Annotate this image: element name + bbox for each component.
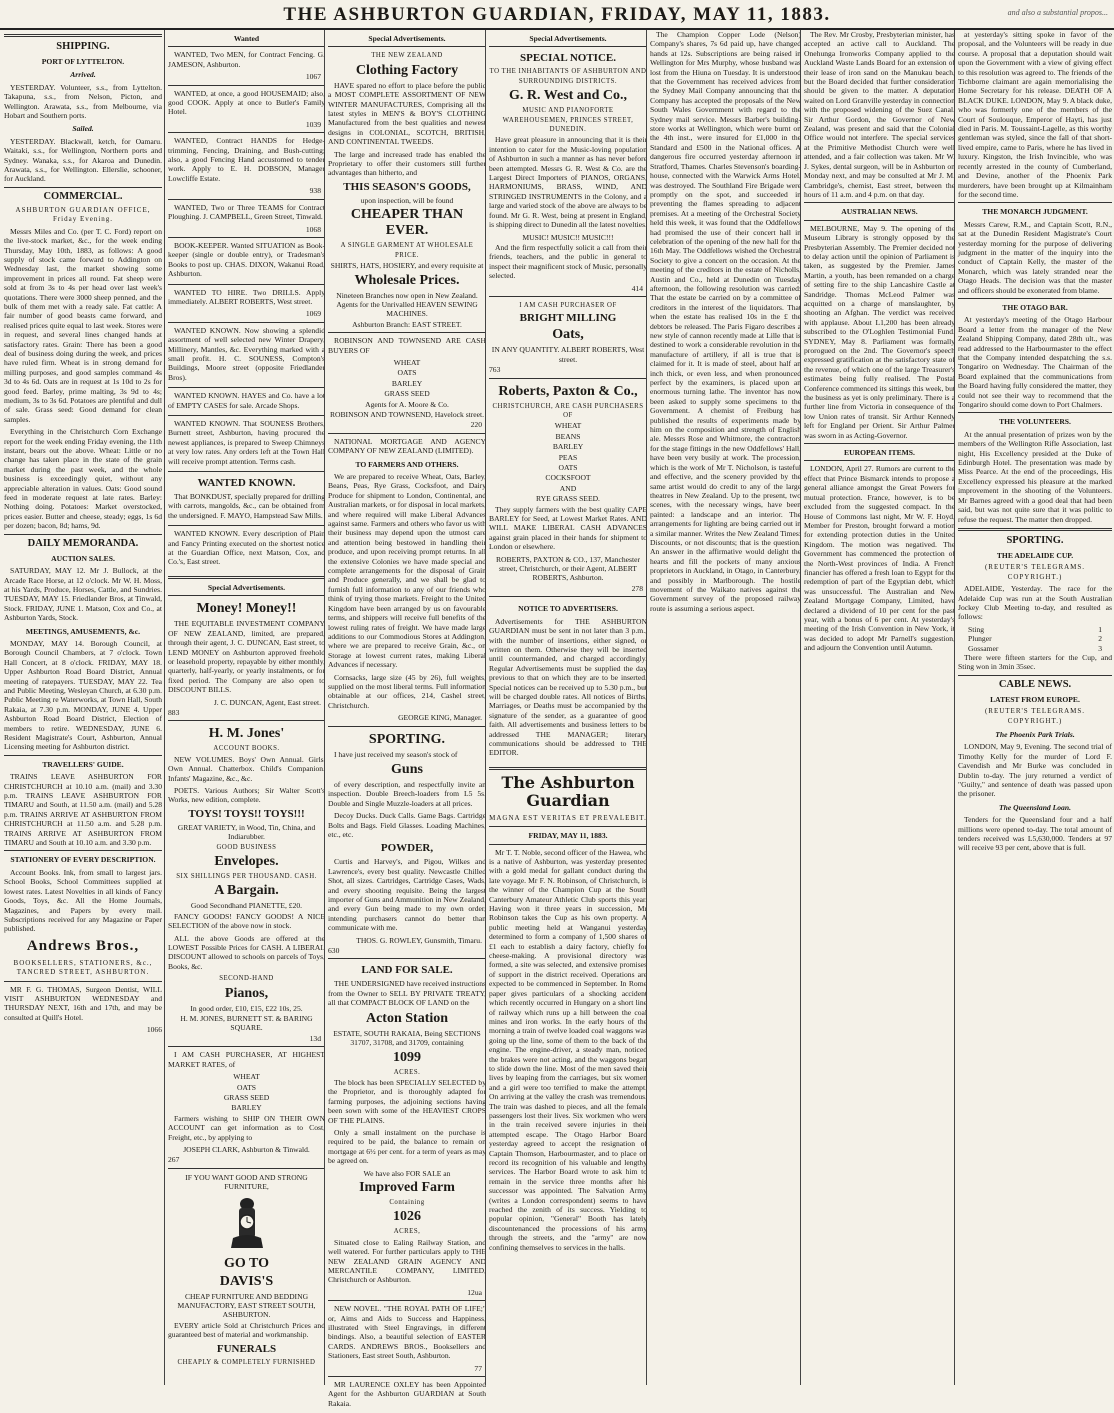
roberts-subheading: CHRISTCHURCH, ARE CASH PURCHASERS OF (492, 402, 644, 419)
novel-number: 77 (474, 1363, 482, 1373)
improved-text: We have also FOR SALE an (363, 1168, 451, 1178)
robinson-agents: Agents for A. Moore & Co. (365, 399, 449, 409)
column-1 (4, 30, 162, 1385)
monarch-text: Messrs Carew, R.M., and Captain Scott, R.N., sat at the Dunedin Resident Magistrate's Court yesterday morning for the purpose of delivering judgment in the matter of the inquiry into the conduct of Captain Kelly, the master of the Monarch, which was lately stranded near the Otago Heads. The decision was that the master and officers should be exonerated from blame. (958, 219, 1112, 295)
wanted-ad-3: WANTED, Contract HANDS for Hedge-trimming, Fencing, Draining, and Bush-cutting; also, a good Fencing Hand accustomed to tender work. Apply to E. H. DOBSON, Manager Lowcliffe Estate. (168, 136, 325, 183)
pianos-heading: Pianos, (224, 985, 269, 1001)
furniture-text: IF YOU WANT GOOD AND STRONG FURNITURE, (185, 1172, 308, 1192)
money-heading: Money! Money!! (196, 601, 297, 617)
oats-heading-3: Oats, (552, 327, 584, 343)
roberts-number: 278 (631, 583, 643, 593)
oats-number: 763 (489, 365, 501, 375)
cash-item-barley: BARLEY (231, 1103, 262, 1113)
rowley-signature: THOS. G. ROWLEY, Gunsmith, Timaru. (356, 935, 482, 945)
special-heading-3: Special Advertisements. (368, 34, 446, 43)
clock-illustration-icon (225, 1196, 269, 1252)
adelaide-text: ADELAIDE, Yesterday. The race for the Adelaide Cup was run at the South Australian Jockey Club Meeting to-day, and resulted as follows: (958, 584, 1112, 622)
land-text: THE UNDERSIGNED have received instructions from the Owner to SELL BY PRIVATE TREATY, all that COMPACT BLOCK OF LAND on the (328, 979, 486, 1008)
nz-text-2: The large and increased trade has enabled the Proprietary to offer their customers still further advantages than hitherto, and (328, 149, 486, 178)
otago-heading: THE OTAGO BAR. (1002, 302, 1068, 312)
powder-text: Curtis and Harvey's, and Pigou, Wilkes and Lawrence's, every best quality. Newcastle Chilled Shot, all sizes. Cartridges, Cartridge Cases, Wads, and every shooting requisite. Being the largest importer of Guns and Ammunition in New Zealand, and every Gun being made to my own order, intending purchasers cannot do better than communicate with me. (328, 857, 486, 933)
result-place: 1 (1098, 624, 1102, 634)
pianos-pre: SECOND-HAND (219, 975, 274, 983)
wanted-ad-8: WANTED KNOWN. HAYES and Co. have a lot of EMPTY CASES for sale. Arcade Shops. (168, 391, 325, 410)
result-place: 2 (1098, 634, 1102, 644)
branch-heading: Ashburton Branch: EAST STREET. (352, 319, 462, 329)
sailed-text: YESTERDAY. Blackwall, ketch, for Oamaru. Waitaki, s.s., for Wellington, Northern ports and Sydney. Wanaka, s.s., for Akaroa and Dunedin. Arawata, s.s., for Wellington. Ellerslie, schooner, for Auckland. (4, 136, 162, 184)
date-heading: FRIDAY, MAY 11, 1883. (528, 831, 608, 841)
andrews-heading: Andrews Bros., (26, 937, 140, 954)
guardian-heading: The Ashburton Guardian (501, 772, 635, 810)
acres2-subheading: ACRES, (393, 1228, 421, 1236)
roberts-item-and: AND (559, 483, 577, 493)
west-text-2: And the firm respectfully solicit a call from their friends, teachers, and the public in general to inspect their magnificent stock of Music, personally selected. (489, 242, 647, 281)
wanted-ad-6: WANTED TO HIRE. Two DRILLS. Apply immediately. ALBERT ROBERTS, West street. (168, 287, 325, 306)
commercial-text: Messrs Miles and Co. (per T. C. Ford) report on the live-stock market, &c., for the week ending Thursday, May 10th, 1883, as follows: A good supply of stock came forward to Addington on Wednesday last, the market showing some improvement in prices all round. Fat sheep were sold at from 3s to 4s per head over last week's quotations. There were 3000 sheep penned, and the bulk of them met with a ready sale. Fat cattle: A fair number of good beasts came forward, and realised prices quite equal to last week. Stores were in request, and several lines changed hands at satisfactory rates. Grain: There has been a good deal of business doing during the week, and prices have ruled firm. Wheat is in strong demand for milling purposes, and good samples command 4s 3d to 4s 6d. Oats are in request at 1s 10d to 2s for good feed. Barley, prime malting, 3s 9d to 4s; medium, 3s to 3s 6d. Potatoes are plentiful and dull of sale. Grass seed: Good demand for clean samples. (4, 226, 162, 424)
guns-list: Decoy Ducks. Duck Calls. Game Bags. Cartridge Bolts and Bags. Field Glasses. Loading Machines, etc., etc. (328, 811, 486, 839)
stationery-text: Account Books. Ink, from small to largest jars. School Books, School Committees supplied at lowest rates. Latest Novelties in all kinds of Fancy Goods, Toys, &c. All the Home Journals, Magazines, and Papers by every mail. Subscriptions received for any Magazine or Paper published. (4, 867, 162, 934)
monarch-heading: THE MONARCH JUDGMENT. (982, 207, 1088, 217)
improved-text-2: Situated close to Ealing Railway Station, and well watered. For further particulars apply to THE NEW ZEALAND GRAIN AGENCY AND MERCANTILE COMPANY, LIMITED, Christchurch or Ashburton. (328, 1237, 486, 1285)
guardian-motto: MAGNA EST VERITAS ET PREVALEBIT. (489, 813, 647, 822)
farmers-heading: TO FARMERS AND OTHERS. (355, 459, 459, 469)
european-text: LONDON, April 27. Rumors are current to the effect that Prince Bismarck intends to propose a general alliance amongst the Great Powers for mutual protection. France, however, is to be excluded from the suggested compact. In the House of Commons last night, Mr W. F. Hoyd, Member for Preston, brought forward a motion for extending protection duties in the United Kingdom. The motion was negatived. The Government has commenced the protection of the North-West provinces of India. A French financier has offered a fresh loan to Egypt for the redemption of part of the Egyptian debt, which was unsuccessful. The Australian and New Zealand Mortgage Company, Limited, have declared a dividend of 10 per cent for the past year, with a bonus of 6 per cent. At yesterday's meeting of the Irish Convention in New York, it was decided to adopt Mr Parnell's suggestion, and adjourn the Convention until Autumn. (804, 464, 955, 653)
roberts-item-peas: PEAS (558, 452, 578, 462)
acton-heading: Acton Station (365, 1010, 449, 1026)
andrews-subheading: BOOKSELLERS, STATIONERS, &c., TANCRED STREET, ASHBURTON. (13, 958, 153, 977)
adelaide-text-2: There were fifteen starters for the Cup, and Sting won in 3min 35sec. (958, 652, 1112, 672)
cash-item-grass-seed: GRASS SEED (223, 1092, 270, 1102)
roberts-item-wheat: WHEAT (554, 421, 582, 431)
bargain-heading: A Bargain. (214, 883, 279, 899)
result-horse: Gossamer (968, 643, 999, 653)
money-number: 883 (168, 707, 180, 717)
european-heading: EUROPEAN ITEMS. (844, 448, 915, 458)
col5-body: The Champion Copper Lode (Nelson) Company's shares, 7s 6d paid up, have changed hands at 12s. Subscriptions are being raised in Wellington for Mrs Murphy, whose husband was lost from the Hiuna on Tuesday. It is understood that the Government has received advices from the Sydney Mail Company announcing that the Company has accepted the proposals of the New South Wales Government with regard to the Sydney mail service. Messrs Barber's building-store works at Wellington, which were burnt on the 4th inst., were insured for £1,000 in the Standard and £500 in the National offices. A dangerous fire occurred yesterday afternoon in Stratford, Thames. Charles Stevenson's boarding-house, connected with the Warwick Arms Hotel, was destroyed. The Southland Fire Brigade were promptly on the spot, and succeeded in preventing the flames spreading to adjacent premises. At a meeting of the Orchestral Society held this week, it was found that the Oddfellows had promised the use of their concert hall in celebration of the opening of the new hall for the 16th May. The Oddfellows wished the Orchestral Society to give a concert on the occasion. At the meeting of the creditors in the estate of Nicholls, Austin and Co., held at Dunedin on Tuesday afternoon, the following resolution was carried: That the estate be carried on by a committee of creditors in the interest of the liquidators. That when the estate has realised 10s in the £ the debtors be released. The Paris Figaro describes a new style of cannon recently made at Lille that is destined to work a considerable revolution in the manufacture of artillery, if all is true that is claimed for it. It is made of steel, about half an inch thick, or even less, and when pronounced perfect by the examiners, is placed upon an enormous turning lathe. The inventor has now been asked to supply some specimens to the Government. A chemist of Freiburg has published the results of experiments made by him on the composition and strength of English ale. Messrs Rose and Whitmore, the contractors for the stage fittings in the new Oddfellows' Hall, have been very busily at work. The procession, which is the work of Mr T. Nicholson, is tasteful and effective, and the scenery provided by the same artist would do credit to any of the large theatres in New Zealand. Up to the present, two scenes, with the necessary wings, have been painted: a landscape and an interior. The arrangements for lighting are being carried out in a similar manner. Writes the New Zealand Times: Discounts, or not discounts; that is the question. An answer in the affirmative would delight the hearts and fill the pockets of many anxious proprietors in Auckland, in Otago, in Canterbury, and possibly in Marlborough. The hostile movement of the Waikato natives against the Government survey of the proposed railway route is assuming a serious aspect. (650, 30, 801, 613)
wanted-ad-1-number: 1067 (305, 72, 321, 82)
nz-text: HAVE spared no effort to place before the public a MOST COMPLETE ASSORTMENT OF NEW WINTER MANUFACTURES, Comprising all the latest styles in MEN'S & BOY'S CLOTHING Manufactured from the best qualities and newest designs in COLONIAL, SCOTCH, BRITISH, AND CONTINENTAL TWEEDS. (328, 80, 486, 147)
funerals-subheading: CHEAPLY & COMPLETELY FURNISHED (177, 1358, 316, 1366)
robinson-item-barley: BARLEY (391, 378, 423, 388)
advertisers-text: Advertisements for THE ASHBURTON GUARDIAN must be sent in not later than 3 p.m., with the number of insertions, either signed, or written on them. Otherwise they will be inserted until countermanded, and charged accordingly. Regular Advertisements must be supplied the day previous to that on which they are to be inserted. Special notices can be received up to 5.30 p.m., but will be charged double rates. All notices of Births, Marriages, or Deaths must be accompanied by the signature of the sender, as a guarantee of good faith. All advertisements and business letters to be addressed THE MANAGER; literary communications should be addressed to THE EDITOR. (489, 616, 647, 758)
sailed-heading: Sailed. (72, 124, 94, 134)
commercial-subheading: ASHBURTON GUARDIAN OFFICE, Friday Evening. (15, 205, 151, 224)
west-subheading: MUSIC AND PIANOFORTE WAREHOUSEMEN, PRINCES STREET, DUNEDIN. (502, 107, 634, 134)
col4-body: Mr T. T. Noble, second officer of the Hawea, who is a native of Ashburton, was yesterday presented with a gold medal for gallant conduct during the late voyage. Mr F. N. Robinson, of Christchurch, is the winner of the Champion Cup at the South Canterbury Amateur Athletic Club sports this year. Having won it three years in succession, Mr Robinson takes the Cup as his own property. A public meeting held at Wanganui yesterday determined to form a company of 1,500 shares of £1 each to establish a dairy factory, chiefly for cheese-making. A provisional directory was formed, a site was selected, and extensive promises of support in the district received. Operations are expected to be commenced in September. In Rome paper gives particulars of a shocking accident which recently occurred in Hungary on a short line of railway which runs up a hill between the coal mines and iron works. In the early hours of the morning a train of twelve loaded coal waggons was going up the line, some of them to the back of the engine. The engine-driver, a steady man, noticed the brakes were not acting, and the waggons began to slide down the line. Most of the men saved their lives by leaping from the carriages, but six women and a girl were too terrified to make the attempt. On arriving at the valley the crash was tremendous. The train was dashed to pieces, and all the female passengers lost their lives. Six workmen who were in the train received severe injuries in their attempted escape. The Otago Harbor Board yesterday agreed to accept the resignation of Captain Thomson, Harbourmaster, and to place on record its recognition of his valuable and lengthy services. The Harbor Board wrote to ask him to remain in the service three months after his successor was appointed. The Salvation Army (writes a London correspondent) seems to have reached the zenith of its success. Yielding to popular opinion, "General" Booth has lately discountenanced the processions of his army through the streets, and the "army" are now confining themselves to services in the halls. (489, 847, 647, 1252)
branches-text: Nineteen Branches now open in New Zealand. Agents for the Unrivalled HEAVEN SEWING MACHINES. (336, 290, 478, 319)
jones-number: 13d (309, 1033, 321, 1043)
phoenix-heading: The Phoenix Park Trials. (995, 730, 1075, 739)
volunteers-text: At the annual presentation of prizes won by the members of the Wellington Rifle Association, last night, His Excellency presided at the Duke of Edinburgh Hotel. The presentation was made by Miss Pearce. At the end of the proceedings, His Excellency expressed his pleasure at the marked improvement in the shooting of the Volunteers. Mr Barnes agreed with a good deal that had been said, but was not quite sure that it was politic to refuse the request. The matter then dropped. (958, 429, 1112, 524)
cable-copyright: (REUTER'S TELEGRAMS. COPYRIGHT.) (984, 707, 1086, 725)
sporting-heading-3: SPORTING. (368, 731, 446, 747)
adelaide-heading: THE ADELAIDE CUP. (996, 550, 1074, 560)
dentist-number: 1066 (146, 1025, 162, 1035)
wanted-ad-3-number: 938 (309, 186, 321, 196)
cash-signature: JOSEPH CLARK, Ashburton & Tinwald. (183, 1144, 310, 1154)
auction-heading: AUCTION SALES. (51, 553, 115, 563)
robinson-number: 220 (470, 420, 482, 430)
nz-heading-2: Clothing Factory (355, 62, 459, 78)
australian-heading: AUSTRALIAN NEWS. (841, 207, 918, 217)
meetings-heading: MEETINGS, AMUSEMENTS, &c. (25, 626, 141, 636)
sample-text: A SINGLE GARMENT AT WHOLESALE PRICE. (340, 242, 474, 259)
page-columns (4, 30, 1112, 1408)
otago-text: At yesterday's meeting of the Otago Harbour Board a letter from the manager of the New Zealand Shipping Company, dated 28th ult., was read addressed to the Harbourmaster to the effect that the Company intended despatching the s.s. Tongariro on Wednesday. The Chairman of the Board explained that the communications from the Board having fully considered the matter, they could not see their way to recommend that the Tongariro should come down to Port Chalmers. (958, 315, 1112, 410)
jones-subheading: ACCOUNT BOOKS. (213, 745, 280, 753)
phoenix-text: LONDON, May 9, Evening. The second trial of Timothy Kelly for the murder of Lord F. Cavendish and Mr Burke was concluded in Dublin to-day. The jury returned a verdict of "Guilty," and sentence of death was passed upon the prisoner. (958, 742, 1112, 799)
acton-subheading: ESTATE, SOUTH RAKAIA, Being SECTIONS 31707, 31708, and 31709, containing (333, 1028, 481, 1048)
column-2 (164, 30, 325, 1385)
wholesale-heading: Wholesale Prices. (354, 272, 460, 288)
music-text: MUSIC! MUSIC!! MUSIC!!! (522, 232, 614, 242)
roberts-item-oats: OATS (558, 463, 578, 472)
dentist-text: MR F. G. THOMAS, Surgeon Dentist, WILL VISIT ASHBURTON WEDNESDAY and THURSDAY NEXT, 16th and 17th, and may be consulted at Quill's Hotel. (4, 984, 162, 1022)
arrived-heading: Arrived. (70, 70, 96, 80)
wanted-ad-2: WANTED, at once, a good HOUSEMAID; also, good COOK. Apply at once to Butler's Family Hotel. (168, 88, 325, 117)
robinson-item-wheat: WHEAT (393, 357, 421, 367)
wanted-heading: Wanted (233, 34, 260, 43)
arrived-text: YESTERDAY. Volunteer, s.s., from Lyttelton. Takapuna, s.s., from Nelson, Picton, and Wellington. Arawata, s.s., from Melbourne, via Hobart and Southern ports. (4, 82, 162, 121)
national-body: We are prepared to receive Wheat, Oats, Barley, Beans, Peas, Rye Grass, Cocksfoot, and Dairy Produce for shipment to London, Continental, and Australian markets, or for disposal in local markets, and where required will make Liberal Advances against same. Farmers and others who favor us with their business may depend upon the utmost care and attention being bestowed in handling their produce, and upon receiving prompt returns. In all the extensive Colonies we have made special and complete arrangements for the disposal of Grain and Produce generally, and we shall be glad to furnish full information to any of our friends who think of trying those markets. Freight to the United Kingdom have been arranged by us on favourable terms, and shippers will receive full benefits of the lowest ruling rates of freight. We have made large additions to our Commodious Stores at Addington, where we are prepared to receive Grain, &c., on Storage at lowest current rates, making Liberal Advances if necessary. (328, 472, 486, 670)
newspaper-title: THE ASHBURTON GUARDIAN, FRIDAY, MAY 11, 1883. (283, 4, 831, 25)
result-place: 3 (1098, 643, 1102, 653)
column-4 (485, 30, 647, 1385)
result-row (958, 644, 1112, 653)
travellers-heading: TRAVELLERS' GUIDE. (42, 759, 124, 769)
result-row (958, 634, 1112, 643)
wanted-ad-10: That BONKDUST, specially prepared for drilling with carrots, mangolds, &c., can be obtained from the undersigned. F. MAYO, Hampstead Saw Mills. (168, 492, 325, 520)
jones-signature: H. M. JONES, BURNETT ST. & BARING SQUARE. (180, 1014, 313, 1033)
improved-heading: Improved Farm (359, 1179, 455, 1195)
wanted-ad-11: WANTED KNOWN. Every description of Plain and Fancy Printing executed on the shortest notice at the Guardian Office, next Matson, Cox, and Co.'s, East street. (168, 529, 325, 567)
roberts-text: They supply farmers with the best quality CAPE BARLEY for Seed, at Lowest Market Rates. AND WILL MAKE LIBERAL CASH ADVANCES against grain placed in their hands for shipment to London or elsewhere. (489, 504, 647, 552)
toys-heading: TOYS! TOYS!! TOYS!!! (188, 807, 305, 820)
advertisers-heading: NOTICE TO ADVERTISERS. (518, 604, 618, 614)
davis-heading: DAVIS'S (219, 1273, 274, 1289)
acton-text: The block has been SPECIALLY SELECTED by the Proprietor, and is thoroughly adapted for farming purposes, the adjoining sections having been sown with some of the HEAVIEST CROPS OF THE PLAINS. (328, 1077, 486, 1125)
improved-number: 12ua (467, 1287, 482, 1297)
national-agent: Cornsacks, large size (45 by 26), full weights, supplied on the most liberal terms. Full information obtainable at our offices, 214, Cashel street, Christchurch. (328, 672, 486, 710)
jones-poets: POETS. Various Authors; Sir Walter Scott's Works, new edition, complete. (168, 785, 325, 805)
roberts-signature: ROBERTS, PAXTON & CO., 137, Manchester street, Christchurch, or their Agent, ALBERT ROBERTS, Ashburton. (495, 554, 641, 583)
loan-text: Tenders for the Queensland four and a half millions were opened to-day. The total amount of tenders received was L5,630,000. Tenders at 97 will receive 93 per cent, above that is full. (958, 815, 1112, 853)
australian-text: MELBOURNE, May 9. The opening of the Museum Library is strongly opposed by the Presbyterian Assembly. The Premier decided not to delay action until the opinion of Parliament is taken, as suggested by the Premier. James Martin, a youth, has been remanded on a charge of setting fire to the ship Lancashire Castle at Sandridge. Thomas McLeod Palmer was acquitted on a charge of manslaughter, by shooting an Afghan. The verdict was received with applause. About L1,200 has been already subscribed to the O'Loghlen Testimonial Fund. SYDNEY, May 8. Parliament was formally prorogued on the 2nd. The Governor's speech expressed gratification at the satisfactory state of the revenue, of which one of the large Treasurer's estimates being fully realised. The Postal Conference commenced its sittings this week, but the business as yet is only preliminary. There is a further line from Victoria in consequence of the low Union rates of transit. Sir Arthur Kennedy left for England per Orient. Sir Arthur Palmer was sworn in as Acting-Governor. (804, 223, 955, 440)
corner-note: and also a substantial propos... (1007, 8, 1108, 17)
notice-subheading: TO THE INHABITANTS OF ASHBURTON AND SURROUNDING DISTRICTS. (489, 68, 647, 85)
cable-subheading: LATEST FROM EUROPE. (990, 694, 1080, 704)
wanted-ad-6-number: 1069 (305, 309, 321, 319)
robinson-item-oats: OATS (397, 368, 417, 378)
col6-body: The Rev. Mr Crosby, Presbyterian minister, has accepted an active call to Auckland. The Onehunga Ironworks Company applied to the Auckland Waste Lands Board for an extension of their lease of iron sand on the Manukau beach, but the Board decided that further consideration should be given to the matter. A deputation waited on Lord Granville yesterday in connection with the proposed widening of the Suez Canal. Sir Arthur Gordon, the Governor of New Zealand, was present and said that the Colonial Office would not interfere. The special services at the Primitive Methodist Church were well attended, and a fair collection was taken. Mr W. J. Sykes, dental surgeon, will be in Ashburton on Monday next, and may be consulted at Mr J. M. Cambridge's, chemist, East street, between the hours of 11 a.m. and 4 p.m. on that day. (804, 30, 955, 199)
robinson-item-grass-seed: GRASS SEED (384, 389, 430, 399)
oats-text: IN ANY QUANTITY. ALBERT ROBERTS, West street. (491, 345, 645, 364)
wanted-ad-4: WANTED, Two or Three TEAMS for Contract Ploughing. J. CAMPBELL, Green Street, Tinwald. (168, 202, 325, 222)
envelopes-text: SIX SHILLINGS PER THOUSAND. CASH. (176, 873, 317, 880)
davis-text: CHEAP FURNITURE AND BEDDING MANUFACTORY, EAST STREET SOUTH, ASHBURTON. (177, 1291, 316, 1320)
wanted-ad-5: BOOK-KEEPER. Wanted SITUATION as Book-keeper (single or double entry), or Tradesman's Books to post up. CHAS. DIXON, Wakanui Road, Ashburton. (168, 240, 325, 279)
memoranda-heading: DAILY MEMORANDA. (27, 537, 139, 549)
column-5 (646, 30, 801, 1385)
roberts-item-beans: BEANS (555, 431, 581, 441)
robinson-signature: ROBINSON AND TOWNSEND, Havelock street. (329, 409, 485, 419)
notice-heading: SPECIAL NOTICE. (520, 52, 616, 65)
robinson-text: ROBINSON AND TOWNSEND ARE CASH BUYERS OF (328, 336, 486, 355)
cash-number: 267 (168, 1155, 180, 1165)
envelopes-heading: Envelopes. (214, 854, 279, 869)
acres-heading: 1099 (393, 1049, 421, 1065)
wanted-ad-9: WANTED KNOWN. That SOUNESS Brothers, Burnett street, Ashburton, having procured the newest appliances, is prepared to Sweep Chimneys at very low rates. Any orders left at the Town Hall will receive prompt attention. Terms cash. (168, 419, 325, 466)
adelaide-subheading: (REUTER'S TELEGRAMS. COPYRIGHT.) (984, 563, 1086, 581)
money-signature: J. C. DUNCAN, Agent, East street. (213, 697, 321, 707)
allgoods-text: ALL the above Goods are offered at the LOWEST Possible Prices for CASH. A LIBERAL DISCOUNT allowed to schools on parcels of Toys, Books, &c. (168, 933, 325, 971)
land-heading: LAND FOR SALE. (361, 964, 453, 977)
shirts-text: SHIRTS, HATS, HOSIERY, and every requisite at (330, 261, 484, 271)
wanted-ad-10-heading: WANTED KNOWN. (197, 477, 296, 490)
wanted-ad-7: WANTED KNOWN. Now showing a splendid assortment of well selected new Winter Drapery, Millinery, Mantles, &c. Everything marked with a small profit. H. C. SOUNESS, Compton's Buildings, Moore street (opposite Friedlander Bros). (168, 325, 325, 382)
port-heading: PORT OF LYTTELTON. (41, 57, 125, 66)
column-6 (800, 30, 955, 1385)
oxley-text: MR LAURENCE OXLEY has been Appointed Agent for the Ashburton GUARDIAN at South Rakaia. (328, 1380, 486, 1408)
fancy-text: FANCY GOODS! FANCY GOODS! A NICE SELECTION of the above now in stock. (168, 911, 325, 931)
roberts-item-cocksfoot: COCKSFOOT (545, 473, 591, 483)
stationery-heading: STATIONERY OF EVERY DESCRIPTION. (10, 855, 156, 865)
column-3 (324, 30, 486, 1408)
roberts-item-barley: BARLEY (552, 442, 584, 452)
auction-text: SATURDAY, MAY 12. Mr J. Bullock, at the Arcade Race Horse, at 12 o'clock. Mr W. H. Moss, at his Yards, Produce, Horses, Cattle, and Sundries. TUESDAY, MAY 15. Friedlander Bros, at Tinwald, Stock. FRIDAY, JUNE 1. Matson, Cox and Co., at Ashburton Yards, Stock. (4, 566, 162, 623)
cheaper-heading: CHEAPER THAN EVER. (350, 207, 464, 239)
shipping-heading: SHIPPING. (56, 41, 110, 52)
wanted-ad-2-number: 1039 (305, 119, 321, 129)
money-text: THE EQUITABLE INVESTMENT COMPANY OF NEW ZEALAND, limited, are prepared, through their agent, J. C. DUNCAN, East street, to LEND MONEY on Ashburton approved freehold or leasehold property, repayable by either monthly, quarterly, half-yearly, or yearly instalments, or for fixed period. The Company are also open to DISCOUNT BILLS. (168, 619, 325, 695)
acres-subheading: ACRES. (393, 1068, 421, 1076)
acres2-heading: 1026 (393, 1209, 421, 1225)
cable-heading: CABLE NEWS. (998, 678, 1072, 690)
west-heading: G. R. West and Co., (509, 88, 627, 104)
oats-heading-2: BRIGHT MILLING (519, 312, 617, 325)
col7-body: at yesterday's sitting spoke in favor of the proposal, and the Volunteers will be ready in due course. A proposal that a deputation should wait upon the Government with a view of giving effect to this resolution was agreed to. The friends of the Tichborne claimant are again memorialising the Home Secretary for his release. DEATH OF A BLACK DUKE. LONDON, May 9. A black duke, who was formerly one of the members of the Court of Soulouque, Emperor of Hayti, has just died in Paris. M. Toussaint-Lagelle, as this worthy gentleman was styled, since the fall of that short-lived empire, came to Paris, where he has lived in luxury. Kingston, the Irish Invincible, who was recently arrested in the county of Cumberland, and Devine, another of the Phoenix Park murderers, have been brought up at Kilmainham for the second time. (958, 30, 1112, 199)
jones-heading: H. M. Jones' (208, 726, 285, 742)
guns-text: of every description, and respectfully invite an inspection. Double Breech-loaders from L5 5s. Double and Single Muzzle-loaders at all prices. (328, 779, 486, 808)
cash-item-wheat: WHEAT (233, 1072, 260, 1082)
commercial-text-2: Everything in the Christchurch Corn Exchange report for the week ending Friday evening, the 11th instant, bears out the above. Wheat: Little or no change has taken place in the state of the grain market during the past week, and the whole business is exceedingly quiet, without any appreciable alteration in values. Oats: Good sound feed in moderate request at late rates. Barley: Nothing doing. Potatoes: Market overstocked, prices easier. Butter and cheese, steady; eggs, 1s 6d per dozen; bacon, 8d; hams, 9d. (4, 427, 162, 531)
toys-text: GREAT VARIETY, in Wood, Tin, China, and Indiarubber. (177, 822, 316, 842)
nz-heading-1: THE NEW ZEALAND (371, 52, 443, 60)
novel-text: NEW NOVEL. "THE ROYAL PATH OF LIFE;" or, Aims and Aids to Success and Happiness, illustrated with Steel Engravings, in different bindings. Also, a beautiful selection of EASTER CARDS. ANDREWS BROS., Booksellers and Stationers, East street South, Ashburton. (328, 1304, 486, 1361)
west-number: 414 (631, 283, 643, 293)
meetings-text: MONDAY, MAY 14. Borough Council, at Borough Council Chambers, at 7 o'clock. Town Hall Concert, at 8 o'clock. FRIDAY, MAY 18. Upper Ashburton Road Board District, Annual meeting of ratepayers. TUESDAY, MAY 22. Tea and Public Meeting, Wesleyan Church, at 6.30 p.m. Public Meeting re Waterworks, at Town Hall, South Rakaia, at 7.30 p.m. MONDAY, JUNE 4. Upper Ashburton Road Board District, Election of members to retire. WEDNESDAY, JUNE 6. Resident Magistrate's Court, Ashburton, Annual Licensing meeting for Ashburton district. (4, 638, 162, 752)
travellers-text: TRAINS LEAVE ASHBURTON FOR CHRISTCHURCH at 10.10 a.m. (mail) and 3.30 p.m. TRAINS LEAVE ASHBURTON FOR TIMARU and South, at 11.50 a.m. (mail) and 5.28 p.m. TRAINS ARRIVE AT ASHBURTON FROM CHRISTCHURCH at 11.50 a.m. and 5.28 p.m. TRAINS ARRIVE AT ASHBURTON FROM TIMARU and South at 10.10 a.m. and 3.30 p.m. (4, 772, 162, 848)
cash-item-oats: OATS (237, 1082, 256, 1092)
sporting-heading-7: SPORTING. (1006, 534, 1064, 546)
result-horse: Plunger (968, 634, 992, 644)
improved-subheading: Containing (389, 1198, 425, 1206)
bargain-text: Good Secondhand PIANETTE, £20. (190, 901, 303, 911)
result-row (958, 625, 1112, 634)
funerals-heading: FUNERALS (216, 1342, 277, 1355)
volunteers-heading: THE VOLUNTEERS. (999, 417, 1071, 427)
jones-list: NEW VOLUMES. Boys' Own Annual. Girls' Own Annual. Chatterbox. Child's Companion. Infants' Magazine, &c., &c. (168, 754, 325, 783)
acton-text-2: Only a small instalment on the purchase is required to be paid, the balance to remain on mortgage at 6½ per cent. for a term of years as may be agreed on. (328, 1127, 486, 1166)
goto-text: GO TO (223, 1255, 269, 1271)
west-text: Have great pleasure in announcing that it is their intention to cater for the Music-loving population of Ashburton in such a manner as has never before been attempted. Messrs G. R. West & Co. are the Largest Direct Importers of PIANOS, ORGANS, HARMONIUMS, BRASS, WIND, AND STRINGED INSTRUMENTS in the Colony, and a large and varied stock of the above are always to be found. Mr G. R. West, being at present in England, is shipping direct to Dunedin all the latest novelties. (489, 135, 647, 230)
cash-text-2: Farmers wishing to SHIP ON THEIR OWN ACCOUNT can get information as to Cost, Freight, etc., by applying to (168, 1113, 325, 1142)
result-horse: Sting (968, 624, 985, 634)
season-text: upon inspection, will be found (360, 195, 454, 205)
roberts-item-rye-grass: RYE GRASS SEED. (536, 494, 600, 504)
pianos-text: In good order, £10, £15, £22 10s, 25. (190, 1003, 303, 1013)
loan-heading: The Queensland Loan. (999, 802, 1071, 812)
every-text: EVERY article Sold at Christchurch Prices and guaranteed best of material and workmanship. (168, 1320, 325, 1340)
national-text: NATIONAL MORTGAGE AND AGENCY COMPANY OF NEW ZEALAND (LIMITED). (328, 436, 486, 456)
rowley-number: 630 (328, 946, 340, 956)
special-heading-4: Special Advertisements. (529, 34, 607, 43)
envelopes-pre: GOOD BUSINESS (216, 843, 277, 851)
column-7 (954, 30, 1112, 1385)
oats-heading-1: I AM CASH PURCHASER OF (519, 301, 617, 309)
powder-heading: POWDER, (380, 842, 434, 855)
national-signature: GEORGE KING, Manager. (398, 713, 482, 723)
commercial-heading: COMMERCIAL. (43, 190, 123, 202)
roberts-heading: Roberts, Paxton & Co., (498, 383, 638, 399)
guns-heading: Guns (391, 761, 423, 777)
special-heading-2: Special Advertisements. (207, 582, 286, 592)
season-heading: THIS SEASON'S GOODS, (343, 180, 471, 193)
masthead (0, 0, 1114, 30)
wanted-ad-1: WANTED, Two MEN, for Contract Fencing. G. JAMESON, Ashburton. (168, 50, 325, 69)
sporting-text: I have just received my season's stock of (334, 749, 458, 759)
cash-text: I AM CASH PURCHASER, AT HIGHEST MARKET RATES, of (168, 1050, 325, 1069)
wanted-ad-4-number: 1068 (305, 224, 321, 234)
